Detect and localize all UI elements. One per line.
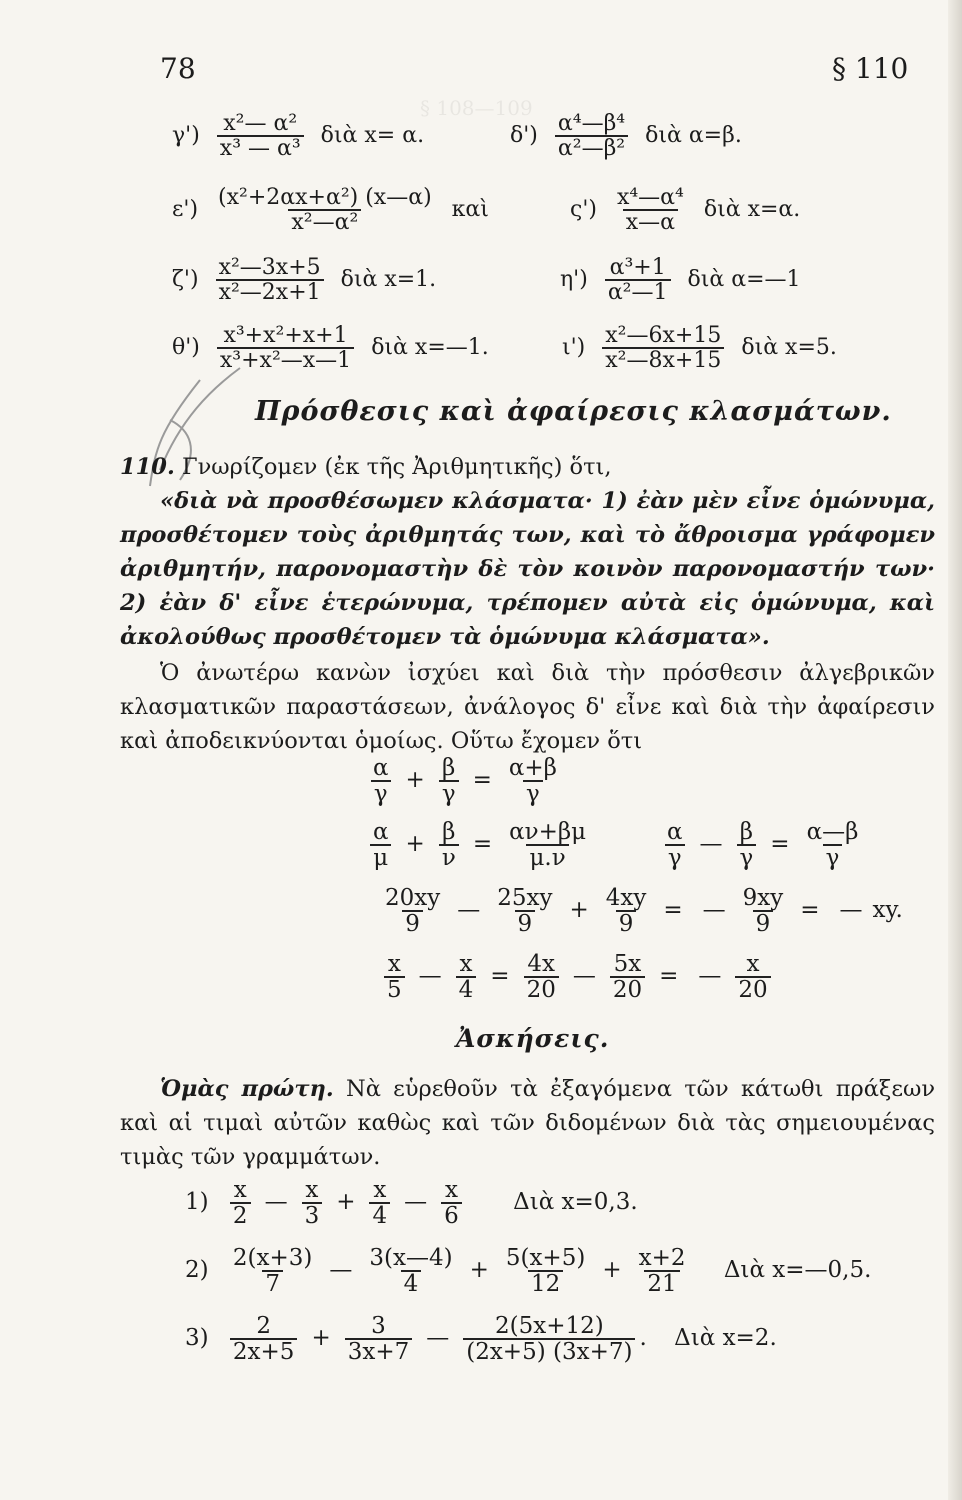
equals-sign: = [770,831,790,858]
fraction [614,186,687,234]
denominator: 21 [644,1270,679,1296]
numerator: (x²+2αx+α²) (x—α) [218,185,432,210]
exercise-label: ζ') [172,267,199,293]
numerator: x [459,951,473,977]
denominator: α²—β² [555,135,628,160]
numerator: 20xy [385,885,441,911]
fraction [382,886,443,936]
numerator: x²— α² [223,111,298,136]
minus-sign: — [264,1189,288,1216]
denominator: 20 [610,976,645,1002]
denominator: 20 [524,976,559,1002]
denominator: γ [665,844,685,870]
numerator: x [373,1177,387,1203]
numerator: 3 [371,1313,386,1339]
numerator: x [387,951,401,977]
group-text: Νὰ εὑρεθοῦν τὰ ἐξαγόμενα τῶν κάτωθι πράξεων καὶ αἱ τιμαὶ αὐτῶν καθὼς καὶ τῶν διδομένων διὰ τὰς σημειουμένας τιμὰς τῶν γραμμάτων. [120,1076,935,1170]
denominator: 12 [528,1270,563,1296]
period: . [639,1325,647,1352]
problem-1 [185,1178,638,1228]
minus-sign: — [702,897,726,924]
denominator: ν [439,844,459,870]
minus-sign: — [404,1189,428,1216]
numerator: α [667,819,683,845]
numerator: 5(x+5) [505,1245,586,1271]
fraction [524,952,559,1002]
condition: διὰ α=β. [645,123,742,149]
numerator: α+β [508,755,557,781]
equals-sign: = [659,963,679,990]
page-number: 78 [160,52,196,85]
denominator: (2x+5) (3x+7) [463,1338,635,1364]
problem-condition: Διὰ x=2. [674,1325,777,1352]
section-title: Πρόσθεσις καὶ ἀφαίρεσις κλασμάτων. [255,396,892,427]
minus-sign: — [418,963,442,990]
denominator: γ [737,844,757,870]
plus-sign: + [405,767,425,794]
numerator: x [233,1177,247,1203]
minus-sign: — [329,1257,353,1284]
denominator: 7 [262,1270,283,1296]
denominator: x²—8x+15 [602,347,724,372]
fraction [740,886,787,936]
denominator: μ [370,844,391,870]
plus-sign: + [569,897,589,924]
denominator: 9 [402,910,423,936]
group-lead: Ὁμὰς πρώτη. [160,1076,334,1102]
fraction [230,1314,298,1364]
denominator: 9 [616,910,637,936]
numerator: x [444,1177,458,1203]
denominator: x³ — α³ [217,135,304,160]
fraction [605,256,671,304]
minus-sign: — [572,963,596,990]
condition: διὰ x= α. [320,123,425,149]
fraction [555,112,628,160]
fraction [216,256,324,304]
fraction [735,952,770,1002]
denominator: 4 [369,1202,390,1228]
exercise-label: γ') [172,123,200,149]
result-term: xy. [872,897,903,924]
denominator: γ [439,780,459,806]
fraction [370,820,392,870]
numerator: x+2 [638,1245,686,1271]
fraction [664,820,686,870]
numerator: β [442,819,456,845]
exercise-label: η') [560,267,588,293]
fraction [463,1314,635,1364]
denominator: γ [823,844,843,870]
condition: διὰ α=—1 [687,267,801,293]
denominator: 4 [456,976,477,1002]
numerator: α [373,755,389,781]
equation-1 [366,756,564,806]
denominator: μ.ν [526,844,568,870]
minus-sign: — [699,831,723,858]
denominator: 20 [735,976,770,1002]
fraction [345,1314,413,1364]
numerator: 2 [256,1313,271,1339]
equation-5 [380,952,775,1002]
paragraph-number: 110. [120,454,175,480]
denominator: 3x+7 [345,1338,413,1364]
fraction [506,756,560,806]
equals-sign: = [472,831,493,858]
fraction [302,1178,323,1228]
numerator: α—β [806,819,859,845]
equals-sign: = [490,963,510,990]
numerator: x³+x²+x+1 [223,323,348,348]
numerator: αν+βμ [509,819,587,845]
denominator: 6 [441,1202,462,1228]
numerator: 2(5x+12) [494,1313,604,1339]
condition: διὰ x=1. [340,267,437,293]
problem-3 [185,1314,777,1364]
exercise-iota [562,324,843,372]
denominator: γ [371,780,391,806]
equation-4 [378,886,903,936]
plus-sign: + [469,1257,489,1284]
denominator: 2x+5 [230,1338,298,1364]
condition: διὰ x=α. [703,197,801,223]
fraction [439,756,459,806]
fraction [217,112,304,160]
fraction [369,1178,390,1228]
fraction [602,324,724,372]
denominator: x—α [623,209,678,234]
numerator: 25xy [497,885,553,911]
fraction [636,1246,689,1296]
exercise-label: ς') [570,197,597,223]
exercise-stigma [570,186,806,234]
fraction [215,186,435,234]
denominator: x²—2x+1 [216,279,324,304]
minus-sign: — [457,897,481,924]
numerator: 2(x+3) [232,1245,313,1271]
minus-sign: — [698,963,722,990]
numerator: 4x [527,951,555,977]
fraction [737,820,757,870]
equation-2 [366,820,593,870]
exercise-delta [510,112,748,160]
paragraph-110 [120,450,935,654]
exercise-gamma [172,112,430,160]
equals-sign: = [663,897,683,924]
plus-sign: + [311,1325,331,1352]
numerator: x²—3x+5 [218,255,321,280]
numerator: β [739,819,754,845]
equals-sign: = [800,897,820,924]
fraction [506,820,589,870]
exercise-label: ε') [172,197,199,223]
problem-label: 3) [185,1325,209,1352]
numerator: x⁴—α⁴ [616,185,684,210]
page-edge [948,0,962,1500]
fraction [230,1246,315,1296]
group-intro [120,1072,935,1174]
numerator: 4xy [605,885,647,911]
numerator: β [442,755,456,781]
numerator: 5x [613,951,642,977]
numerator: α⁴—β⁴ [557,111,626,136]
fraction [384,952,405,1002]
fraction [441,1178,462,1228]
denominator: 2 [230,1202,251,1228]
condition: διὰ x=—1. [371,335,489,361]
condition: καὶ [451,197,489,223]
problem-condition: Διὰ x=0,3. [513,1189,638,1216]
denominator: 9 [515,910,536,936]
fraction [804,820,862,870]
addition-rule: «διὰ νὰ προσθέσωμεν κλάσματα· 1) ἐὰν μὲν εἶνε ὁμώνυμα, προσθέτομεν τοὺς ἀριθμητάς των, καὶ τὸ ἄθροισμα γράφομεν ἀριθμητήν, παρονομαστὴν δὲ τὸν κοινὸν παρονομαστήν των· 2) ἐὰν δ' εἶνε ἑτερώνυμα, τρέπομεν αὐτὰ εἰς ὁμώνυμα, καὶ ἀκολούθως προσθέτομεν τὰ ὁμώνυμα κλάσματα». [120,488,935,650]
numerator: x [305,1177,319,1203]
problem-2 [185,1246,871,1296]
minus-sign: — [839,897,863,924]
problem-label: 2) [185,1257,209,1284]
numerator: x²—6x+15 [605,323,722,348]
paragraph-intro: Γνωρίζομεν (ἐκ τῆς Ἀριθμητικῆς) ὅτι, [181,454,612,480]
exercise-label: θ') [172,335,200,361]
denominator: α²—1 [605,279,671,304]
problem-label: 1) [185,1189,209,1216]
numerator: α³+1 [609,255,666,280]
denominator: 4 [401,1270,422,1296]
fraction [370,756,392,806]
denominator: γ [523,780,543,806]
condition: διὰ x=5. [741,335,837,361]
section-number: § 110 [832,52,909,85]
problem-condition: Διὰ x=—0,5. [723,1257,872,1284]
denominator: 9 [753,910,774,936]
exercise-zeta [172,256,442,304]
fraction [456,952,477,1002]
paragraph-rule-extension: Ὁ ἀνωτέρω κανὼν ἰσχύει καὶ διὰ τὴν πρόσθεσιν ἀλγεβρικῶν κλασματικῶν παραστάσεων, ἀνάλογος δ' εἶνε καὶ διὰ τὴν ἀφαίρεσιν καὶ ἀποδεικνύονται ὁμοίως. Οὕτω ἔχομεν ὅτι [120,660,935,754]
exercise-label: δ') [510,123,538,149]
fraction [366,1246,455,1296]
numerator: 9xy [742,885,784,911]
fraction [439,820,459,870]
fraction [503,1246,588,1296]
denominator: x³+x²—x—1 [217,347,354,372]
plus-sign: + [336,1189,356,1216]
equals-sign: = [472,767,492,794]
fraction [603,886,650,936]
minus-sign: — [426,1325,450,1352]
plus-sign: + [405,831,425,858]
fraction [494,886,555,936]
plus-sign: + [602,1257,622,1284]
denominator: x²—α² [288,209,361,234]
numerator: α [373,819,389,845]
equation-3 [660,820,865,870]
exercise-eta [560,256,807,304]
bleed-through: § 108—109 [420,96,533,120]
exercise-epsilon [172,186,495,234]
denominator: 3 [302,1202,323,1228]
numerator: 3(x—4) [369,1245,453,1271]
denominator: 5 [384,976,405,1002]
fraction [230,1178,251,1228]
exercise-label: ι') [562,335,586,361]
numerator: x [746,951,760,977]
fraction [610,952,645,1002]
exercises-title: Ἀσκήσεις. [456,1024,610,1053]
